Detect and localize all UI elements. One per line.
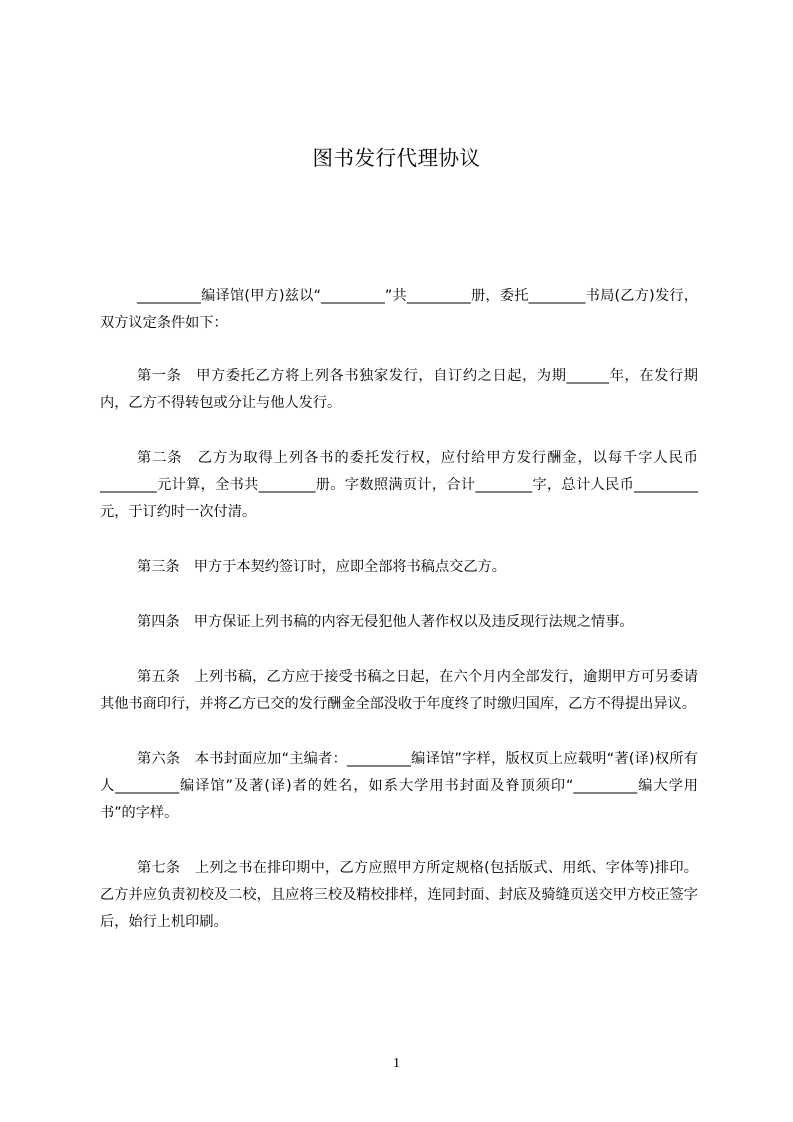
article-1-paragraph: 第一条 甲方委托乙方将上列各书独家发行，自订约之日起，为期______年，在发行期内，乙方不得转包或分让与他人发行。 — [100, 368, 698, 411]
article-2-paragraph: 第二条 乙方为取得上列各书的委托发行权，应付给甲方发行酬金，以每千字人民币________元计算，全书共________册。字数照满页计，合计________字，总计人民币_________元，于订约时一次付清。 — [100, 450, 698, 520]
page-number: 1 — [393, 1056, 400, 1071]
article-5-paragraph: 第五条 上列书稿，乙方应于接受书稿之日起，在六个月内全部发行，逾期甲方可另委请其他书商印行，并将乙方已交的发行酬金全部没收于年度终了时缴归国库，乙方不得提出异议。 — [100, 669, 698, 712]
article-7-paragraph: 第七条 上列之书在排印期中，乙方应照甲方所定规格(包括版式、用纸、字体等)排印。乙方并应负责初校及二校，且应将三校及精校排样，连同封面、封底及骑缝页送交甲方校正签字后，始行上机印刷。 — [100, 860, 698, 930]
article-4-paragraph: 第四条 甲方保证上列书稿的内容无侵犯他人著作权以及违反现行法规之情事。 — [137, 614, 634, 630]
article-6-paragraph: 第六条 本书封面应加“主编者：_________编译馆”字样，版权页上应载明“著(译)权所有人_________编译馆”及著(译)者的姓名，如系大学用书封面及脊顶须印“_________编大学用书”的字样。 — [100, 751, 698, 821]
preamble-paragraph: _________编译馆(甲方)兹以“_________”共_________册，委托________书局(乙方)发行，双方议定条件如下： — [100, 288, 698, 331]
article-3-paragraph: 第三条 甲方于本契约签订时，应即全部将书稿点交乙方。 — [137, 559, 506, 575]
document-title: 图书发行代理协议 — [312, 146, 481, 170]
document-body — [100, 283, 698, 964]
